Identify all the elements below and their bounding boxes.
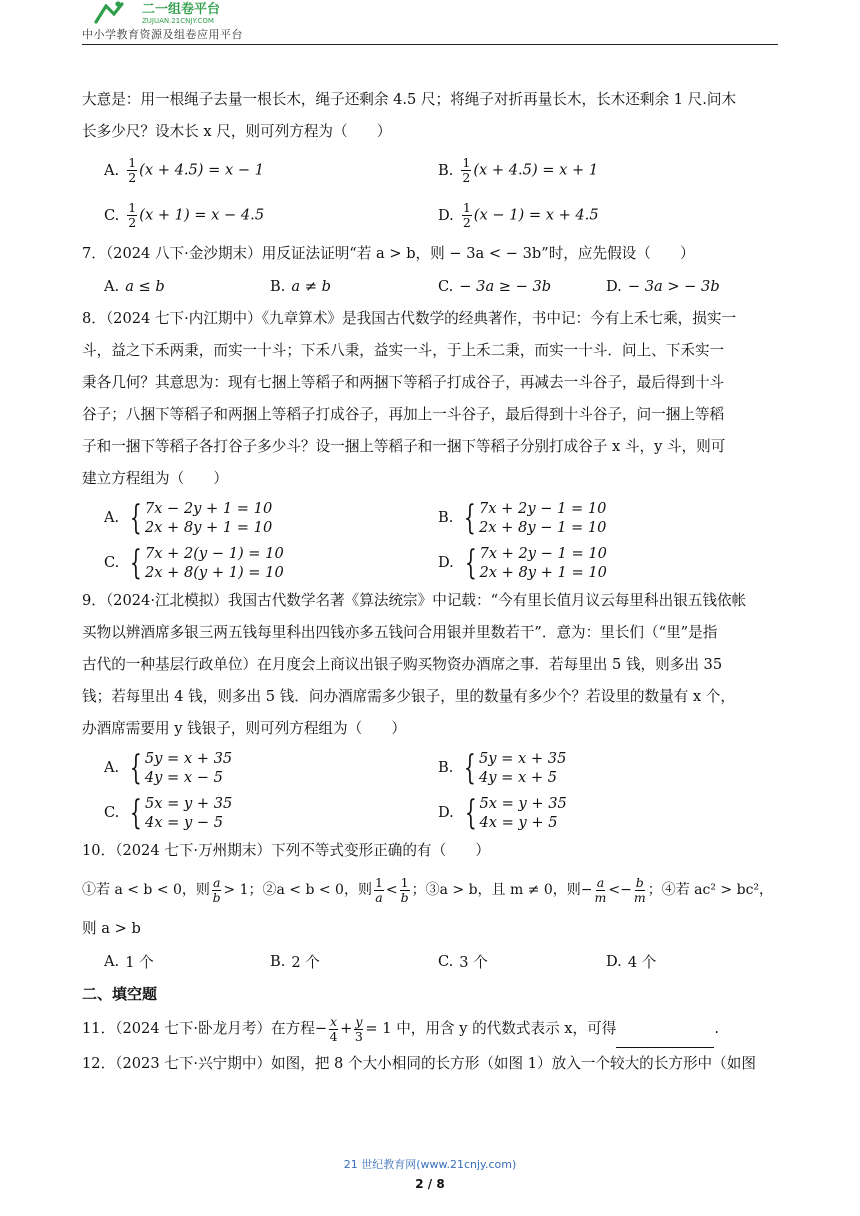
q6-option-c[interactable]: C. $\frac{1}{2}$ (x + 1) = x − 4.5 <box>104 200 265 230</box>
header-subtitle: 中小学教育资源及组卷应用平台 <box>82 28 243 41</box>
q8-option-d[interactable]: D. { 7x + 2y − 1 = 10 2x + 8y + 1 = 10 <box>438 542 607 583</box>
q11-answer-blank[interactable] <box>616 1031 714 1048</box>
q10-statements: ①若 a < b < 0，则 $\frac{a}{b}$ > 1；②a < b < 0，则 $\frac{1}{a}$ < $\frac{1}{b}$ ；③a > b，且 m ≠ 0，则− $\frac{a}{m}$ <− $\frac{b}{m}$ ；④若 ac² > bc²， <box>82 874 774 905</box>
q8-line1: 8．（2024 七下·内江期中）《九章算术》是我国古代数学的经典著作，书中记：今有上禾七乘，损实一 <box>82 310 737 327</box>
q10-option-c[interactable]: C. 3 个 <box>438 953 488 971</box>
page-header <box>82 0 778 45</box>
q8-option-a[interactable]: A. { 7x − 2y + 1 = 10 2x + 8y + 1 = 10 <box>104 497 273 538</box>
q9-options-row1 <box>82 745 782 790</box>
logo-url: ZUJUAN.21CNJY.COM <box>142 17 214 25</box>
q8-line6: 建立方程组为（ ） <box>82 470 228 487</box>
page-number: 2 / 8 <box>415 1177 445 1191</box>
q10-option-b[interactable]: B. 2 个 <box>270 953 320 971</box>
q10-option-a[interactable]: A. 1 个 <box>104 953 154 971</box>
q9-option-b[interactable]: B. { 5y = x + 35 4y = x + 5 <box>438 747 567 788</box>
q10-options-row <box>82 945 782 978</box>
q6-option-b[interactable]: B. $\frac{1}{2}$ (x + 4.5) = x + 1 <box>438 155 599 185</box>
q9-line5: 办酒席需要用 y 钱银子，则可列方程组为（ ） <box>82 720 406 737</box>
q9-line2: 买物以辨酒席多银三两五钱每里科出四钱亦多五钱问合用银并里数若干”．意为：里长们（“里”是指 <box>82 624 718 641</box>
q7-stem: 7．（2024 八下·金沙期末）用反证法证明“若 a > b，则 − 3a < − 3b”时，应先假设（ ） <box>82 245 695 262</box>
q10-line2: 则 a > b <box>82 920 141 937</box>
q11-stem: 11．（2024 七下·卧龙月考）在方程− $\frac{x}{4}$ + $\frac{y}{3}$ = 1 中，用含 y 的代数式表示 x，可得 . <box>82 1010 782 1048</box>
q6-option-a[interactable]: A. $\frac{1}{2}$ (x + 4.5) = x − 1 <box>104 155 264 185</box>
q6-options-row2 <box>82 193 782 238</box>
q10-stem: 10．（2024 七下·万州期末）下列不等式变形正确的有（ ） <box>82 842 490 859</box>
section-title-fill-in: 二、填空题 <box>82 985 158 1003</box>
q8-option-c[interactable]: C. { 7x + 2(y − 1) = 10 2x + 8(y + 1) = 10 <box>104 542 284 583</box>
q6-option-d[interactable]: D. $\frac{1}{2}$ (x − 1) = x + 4.5 <box>438 200 599 230</box>
q8-line3: 秉各几何？其意思为：现有七捆上等稻子和两捆下等稻子打成谷子，再减去一斗谷子，最后得到十斗 <box>82 374 725 391</box>
q7-option-d[interactable]: D. − 3a > − 3b <box>606 278 720 295</box>
q7-option-c[interactable]: C. − 3a ≥ − 3b <box>438 278 552 295</box>
q6-options-row1 <box>82 148 782 193</box>
page-content <box>82 84 782 1080</box>
q8-line5: 子和一捆下等稻子各打谷子多少斗？设一捆上等稻子和一捆下等稻子分别打成谷子 x 斗，y 斗，则可 <box>82 438 726 455</box>
q7-option-a[interactable]: A. a ≤ b <box>104 278 165 295</box>
q8-line2: 斗，益之下禾两秉，而实一十斗；下禾八秉，益实一斗，于上禾二秉，而实一十斗．问上、下禾实一 <box>82 342 725 359</box>
q9-options-row2 <box>82 790 782 835</box>
logo-text: 二一组卷平台 <box>142 2 221 17</box>
q9-option-c[interactable]: C. { 5x = y + 35 4x = y − 5 <box>104 792 233 833</box>
footer-site-link[interactable]: 21 世纪教育网(www.21cnjy.com) <box>343 1158 517 1171</box>
q6-stem-line1: 大意是：用一根绳子去量一根长木，绳子还剩余 4.5 尺；将绳子对折再量长木，长木还剩余 1 尺.问木 <box>82 91 737 108</box>
q6-stem-line2: 长多少尺？设木长 x 尺，则可列方程为（ ） <box>82 123 392 140</box>
q8-options-row2 <box>82 540 782 585</box>
q7-option-b[interactable]: B. a ≠ b <box>270 278 331 295</box>
q9-line3: 古代的一种基层行政单位）在月度会上商议出银子购买物资办酒席之事．若每里出 5 钱，则多出 35 <box>82 656 723 673</box>
q9-line1: 9．（2024·江北模拟）我国古代数学名著《算法统宗》中记载：“今有里长值月议云每里科出银五钱依帐 <box>82 592 747 609</box>
q12-stem: 12．（2023 七下·兴宁期中）如图，把 8 个大小相同的长方形（如图 1）放入一个较大的长方形中（如图 <box>82 1055 756 1072</box>
q8-option-b[interactable]: B. { 7x + 2y − 1 = 10 2x + 8y − 1 = 10 <box>438 497 607 538</box>
q9-option-a[interactable]: A. { 5y = x + 35 4y = x − 5 <box>104 747 233 788</box>
q9-line4: 钱；若每里出 4 钱，则多出 5 钱．问办酒席需多少银子，里的数量有多少个？若设里的数量有 x 个， <box>82 688 735 705</box>
q8-options-row1 <box>82 495 782 540</box>
q9-option-d[interactable]: D. { 5x = y + 35 4x = y + 5 <box>438 792 567 833</box>
q7-options-row <box>82 270 782 303</box>
q8-line4: 谷子；八捆下等稻子和两捆上等稻子打成谷子，再加上一斗谷子，最后得到十斗谷子，问一捆上等稻 <box>82 406 725 423</box>
q10-option-d[interactable]: D. 4 个 <box>606 953 657 971</box>
site-logo <box>88 0 278 26</box>
